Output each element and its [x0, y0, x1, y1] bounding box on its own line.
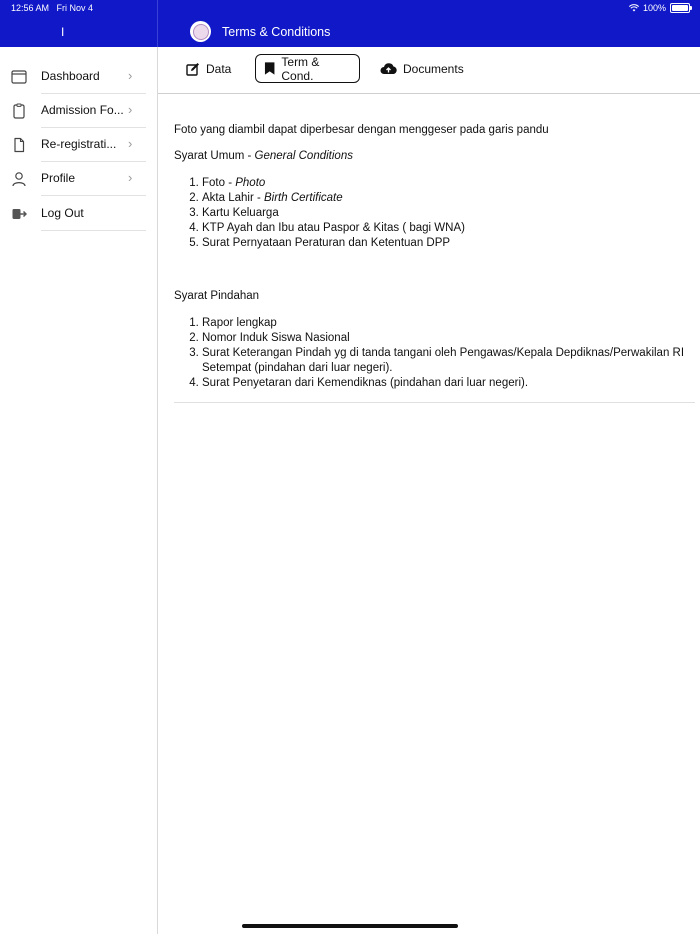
- sidebar-item-label: Log Out: [41, 206, 84, 220]
- list-item: 2. Akta Lahir - Birth Certificate: [202, 191, 698, 206]
- intro-text: Foto yang diambil dapat diperbesar dengan menggeser pada garis pandu: [174, 124, 549, 136]
- list-item: 3. Kartu Keluarga: [202, 206, 698, 221]
- sidebar-item-label: Admission Fo...: [41, 103, 124, 117]
- tab-terms[interactable]: [255, 54, 360, 83]
- person-icon: [11, 171, 27, 187]
- content-divider: [174, 402, 695, 403]
- chevron-right-icon: ›: [128, 170, 133, 185]
- left-panel-title: I: [61, 25, 65, 39]
- sidebar-item-label: Dashboard: [41, 69, 100, 83]
- tab-documents[interactable]: [372, 54, 472, 83]
- sidebar-item-reregistration[interactable]: [0, 128, 157, 162]
- battery-percent: 100%: [642, 3, 666, 13]
- sidebar-item-label: Re-registrati...: [41, 137, 117, 151]
- edit-icon: [186, 62, 200, 76]
- general-conditions-list: [186, 176, 698, 251]
- document-icon: [11, 137, 27, 153]
- header-divider: [157, 0, 158, 47]
- tab-label: Term & Cond.: [281, 54, 320, 83]
- general-title-text: Syarat Umum -: [174, 150, 255, 162]
- chevron-right-icon: ›: [128, 136, 133, 151]
- sidebar-item-admission[interactable]: [0, 94, 157, 128]
- list-item: 1. Foto - Photo: [202, 176, 698, 191]
- status-indicators: [629, 3, 690, 13]
- page-title: Terms & Conditions: [222, 25, 331, 39]
- school-logo-icon: [190, 21, 211, 42]
- list-item: 4. Surat Penyetaran dari Kemendiknas (pindahan dari luar negeri).: [202, 376, 698, 391]
- list-item: 1. Rapor lengkap: [202, 316, 698, 331]
- general-conditions-title: [174, 150, 353, 162]
- bookmark-icon: [264, 61, 275, 76]
- list-item: 2. Nomor Induk Siswa Nasional: [202, 331, 698, 346]
- home-indicator[interactable]: [242, 924, 458, 928]
- sidebar-item-dashboard[interactable]: [0, 60, 157, 94]
- wifi-icon: [629, 4, 639, 12]
- transfer-requirements-title: Syarat Pindahan: [174, 290, 260, 302]
- top-bar: [0, 0, 700, 47]
- list-item: 5. Surat Pernyataan Peraturan dan Ketentuan DPP: [202, 236, 698, 251]
- battery-icon: [670, 3, 690, 13]
- tab-label: Documents: [403, 61, 464, 76]
- sidebar-item-logout[interactable]: [0, 197, 157, 231]
- logout-icon: [11, 206, 27, 222]
- chevron-right-icon: ›: [128, 102, 133, 117]
- divider: [41, 230, 146, 231]
- list-item: 4. KTP Ayah dan Ibu atau Paspor & Kitas ( bagi WNA): [202, 221, 698, 236]
- tab-label: Data: [206, 61, 232, 76]
- list-item: 3. Surat Keterangan Pindah yg di tanda tangani oleh Pengawas/Kepala Depdiknas/Perwakilan RI Setempat (pindahan dari luar negeri).: [202, 346, 698, 376]
- divider: [41, 195, 146, 196]
- clipboard-icon: [11, 103, 27, 119]
- dashboard-icon: [11, 69, 27, 85]
- status-time-text: 12:56 AM: [11, 3, 50, 13]
- tab-data[interactable]: [178, 54, 239, 83]
- status-time: [11, 3, 93, 13]
- sidebar-item-label: Profile: [41, 171, 76, 185]
- cloud-upload-icon: [380, 62, 397, 75]
- tab-bar: [158, 47, 700, 94]
- status-date-text: Fri Nov 4: [56, 3, 94, 13]
- sidebar-item-profile[interactable]: [0, 162, 157, 196]
- chevron-right-icon: ›: [128, 68, 133, 83]
- general-title-italic: General Conditions: [254, 150, 353, 162]
- transfer-requirements-list: [186, 316, 698, 391]
- sidebar: [0, 47, 158, 934]
